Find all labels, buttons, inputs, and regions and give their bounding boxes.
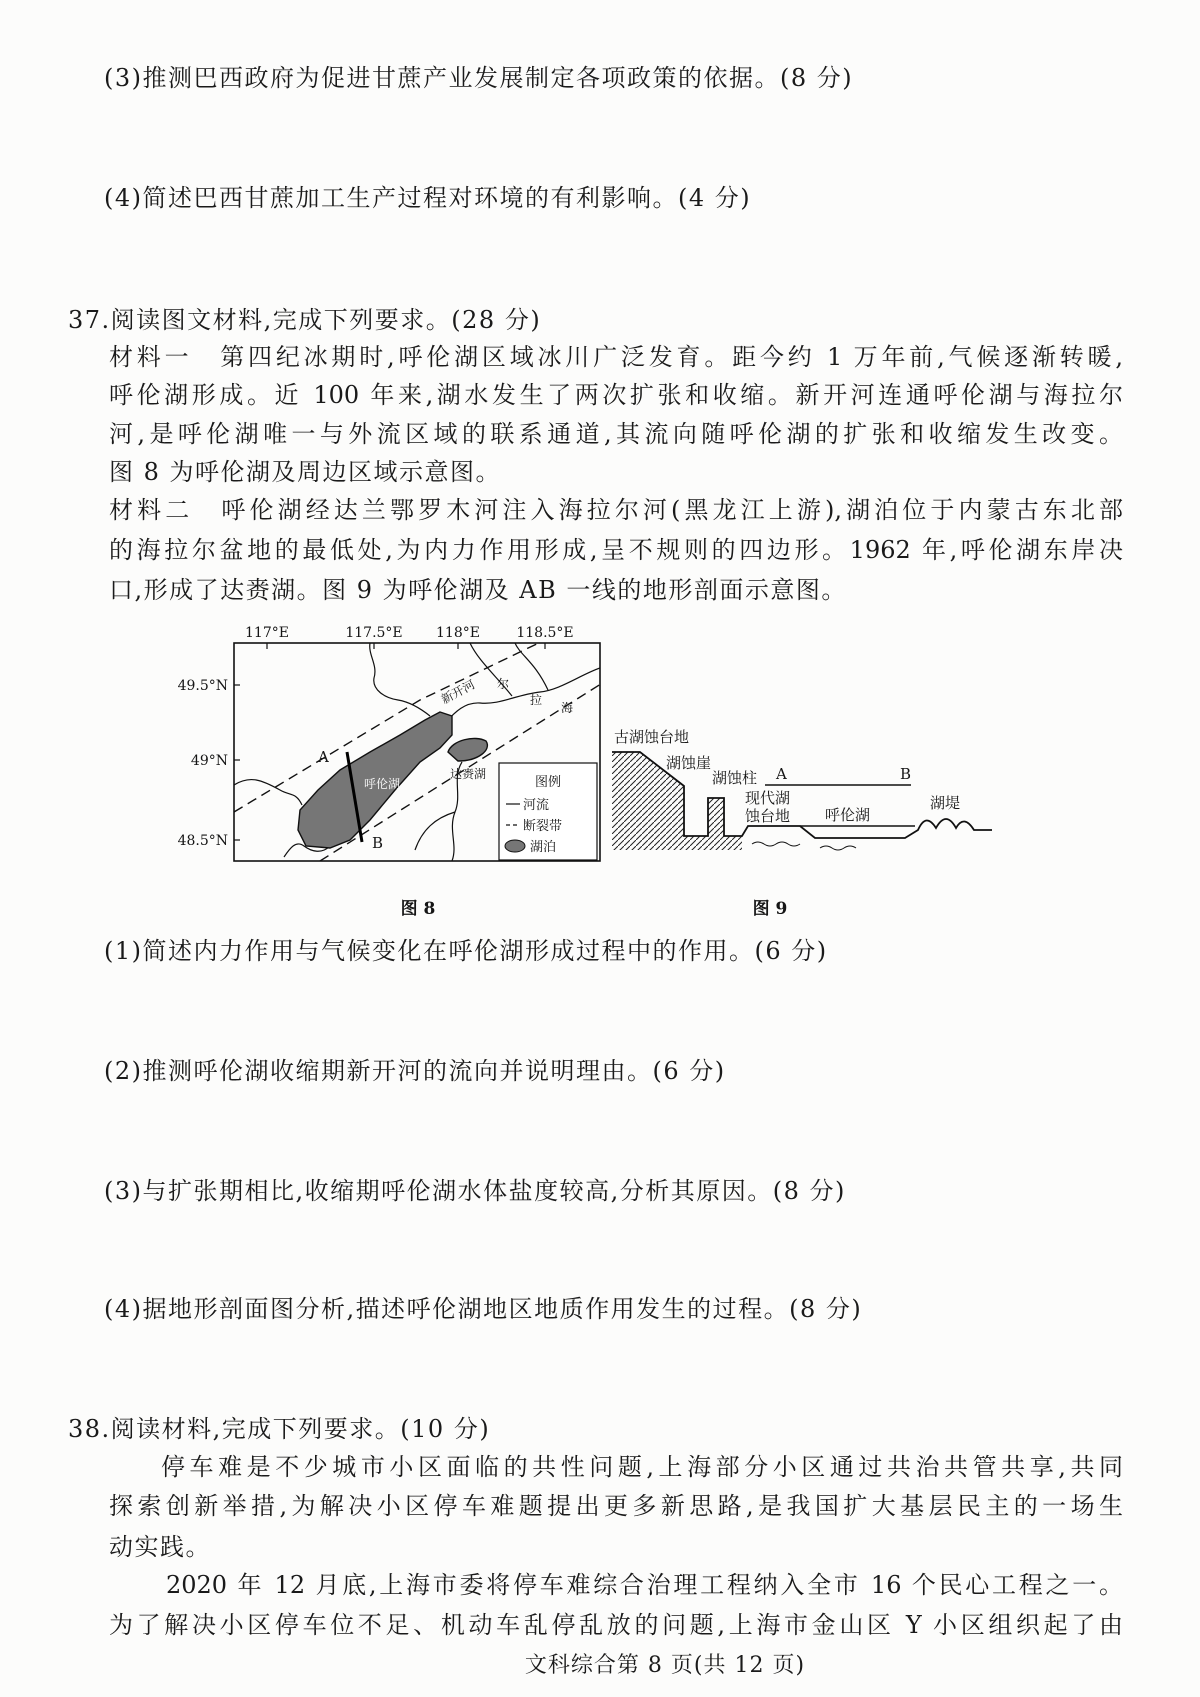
material1-line: 图 8 为呼伦湖及周边区域示意图。 xyxy=(109,458,502,486)
figures-8-9 xyxy=(0,600,1200,920)
lat-label: 48.5°N xyxy=(177,833,228,849)
material2-line: 材料二 呼伦湖经达兰鄂罗木河注入海拉尔河(黑龙江上游),湖泊位于内蒙古东北部 xyxy=(109,496,1123,524)
lon-label: 117°E xyxy=(245,625,289,641)
map-legend xyxy=(499,763,597,860)
river-xinkai-label: 新开河 xyxy=(438,677,478,707)
sub-question: (2)推测呼伦湖收缩期新开河的流向并说明理由。(6 分) xyxy=(104,1057,726,1085)
sub-question: (1)简述内力作用与气候变化在呼伦湖形成过程中的作用。(6 分) xyxy=(104,937,828,965)
legend-lake-label: 湖泊 xyxy=(530,840,557,855)
river-branch xyxy=(515,643,548,690)
sediment-marks xyxy=(752,842,856,850)
material1-line: 材料一 第四纪冰期时,呼伦湖区域冰川广泛发育。距今约 1 万年前,气候逐渐转暖, xyxy=(109,343,1123,371)
river-hailaer-char: 尔 xyxy=(497,677,510,691)
label-lake: 呼伦湖 xyxy=(825,806,871,824)
river-hailaer-char: 拉 xyxy=(530,693,543,707)
lat-label: 49.5°N xyxy=(177,678,228,694)
legend-lake-symbol xyxy=(505,840,525,852)
label-cliff: 湖蚀崖 xyxy=(666,754,712,772)
river-north xyxy=(370,643,430,716)
river-hailaer xyxy=(446,668,600,722)
label-modern-terrace: 现代湖 xyxy=(745,789,791,807)
figure-8-map xyxy=(178,625,604,919)
paragraph-line: 2020 年 12 月底,上海市委将停车难综合治理工程纳入全市 16 个民心工程之一。 xyxy=(166,1571,1123,1599)
lon-label: 117.5°E xyxy=(345,625,403,641)
paragraph-line: 动实践。 xyxy=(109,1533,211,1561)
paragraph-line: 探索创新举措,为解决小区停车难题提出更多新思路,是我国扩大基层民主的一场生 xyxy=(109,1492,1123,1520)
question-37-title: 37.阅读图文材料,完成下列要求。(28 分) xyxy=(68,306,542,334)
figure-8-caption: 图 8 xyxy=(400,899,436,919)
lake-dalai xyxy=(448,738,487,761)
legend-river-label: 河流 xyxy=(523,798,550,813)
lake-dalai-label: 达赉湖 xyxy=(450,767,487,781)
river-branch xyxy=(415,812,455,850)
sub-question: (3)与扩张期相比,收缩期呼伦湖水体盐度较高,分析其原因。(8 分) xyxy=(104,1177,846,1205)
lat-label: 49°N xyxy=(190,753,228,769)
lon-label: 118°E xyxy=(436,625,480,641)
material1-line: 河,是呼伦湖唯一与外流区域的联系通道,其流向随呼伦湖的扩张和收缩发生改变。 xyxy=(109,420,1123,448)
label-point-b: B xyxy=(900,765,912,783)
material2-line: 口,形成了达赉湖。图 9 为呼伦湖及 AB 一线的地形剖面示意图。 xyxy=(109,576,847,604)
lake-hulun-label: 呼伦湖 xyxy=(363,777,401,791)
label-dike: 湖堤 xyxy=(930,794,961,812)
legend-title: 图例 xyxy=(534,775,562,790)
figure-9-profile xyxy=(612,728,992,919)
question-38-title: 38.阅读材料,完成下列要求。(10 分) xyxy=(68,1415,491,1443)
figure-9-caption: 图 9 xyxy=(752,899,788,919)
material2-line: 的海拉尔盆地的最低处,为内力作用形成,呈不规则的四边形。1962 年,呼伦湖东岸决 xyxy=(109,536,1123,564)
point-a-label: A xyxy=(318,748,329,766)
material1-line: 呼伦湖形成。近 100 年来,湖水发生了两次扩张和收缩。新开河连通呼伦湖与海拉尔 xyxy=(109,381,1123,409)
label-pillar: 湖蚀柱 xyxy=(712,769,758,787)
paragraph-line: 为了解决小区停车位不足、机动车乱停乱放的问题,上海市金山区 Y 小区组织起了由 xyxy=(109,1611,1123,1639)
label-modern-terrace: 蚀台地 xyxy=(745,807,791,825)
river-hailaer-char: 海 xyxy=(561,701,574,715)
label-ancient-terrace: 古湖蚀台地 xyxy=(614,728,690,746)
question-36-4: (4)简述巴西甘蔗加工生产过程对环境的有利影响。(4 分) xyxy=(104,184,752,212)
paragraph-line: 停车难是不少城市小区面临的共性问题,上海部分小区通过共治共管共享,共同 xyxy=(161,1453,1123,1481)
page-footer: 文科综合第 8 页(共 12 页) xyxy=(524,1653,806,1678)
lon-label: 118.5°E xyxy=(516,625,574,641)
label-point-a: A xyxy=(776,765,787,783)
sub-question: (4)据地形剖面图分析,描述呼伦湖地区地质作用发生的过程。(8 分) xyxy=(104,1295,863,1323)
legend-fault-label: 断裂带 xyxy=(523,819,563,834)
question-36-3: (3)推测巴西政府为促进甘蔗产业发展制定各项政策的依据。(8 分) xyxy=(104,64,854,92)
point-b-label: B xyxy=(372,834,384,852)
